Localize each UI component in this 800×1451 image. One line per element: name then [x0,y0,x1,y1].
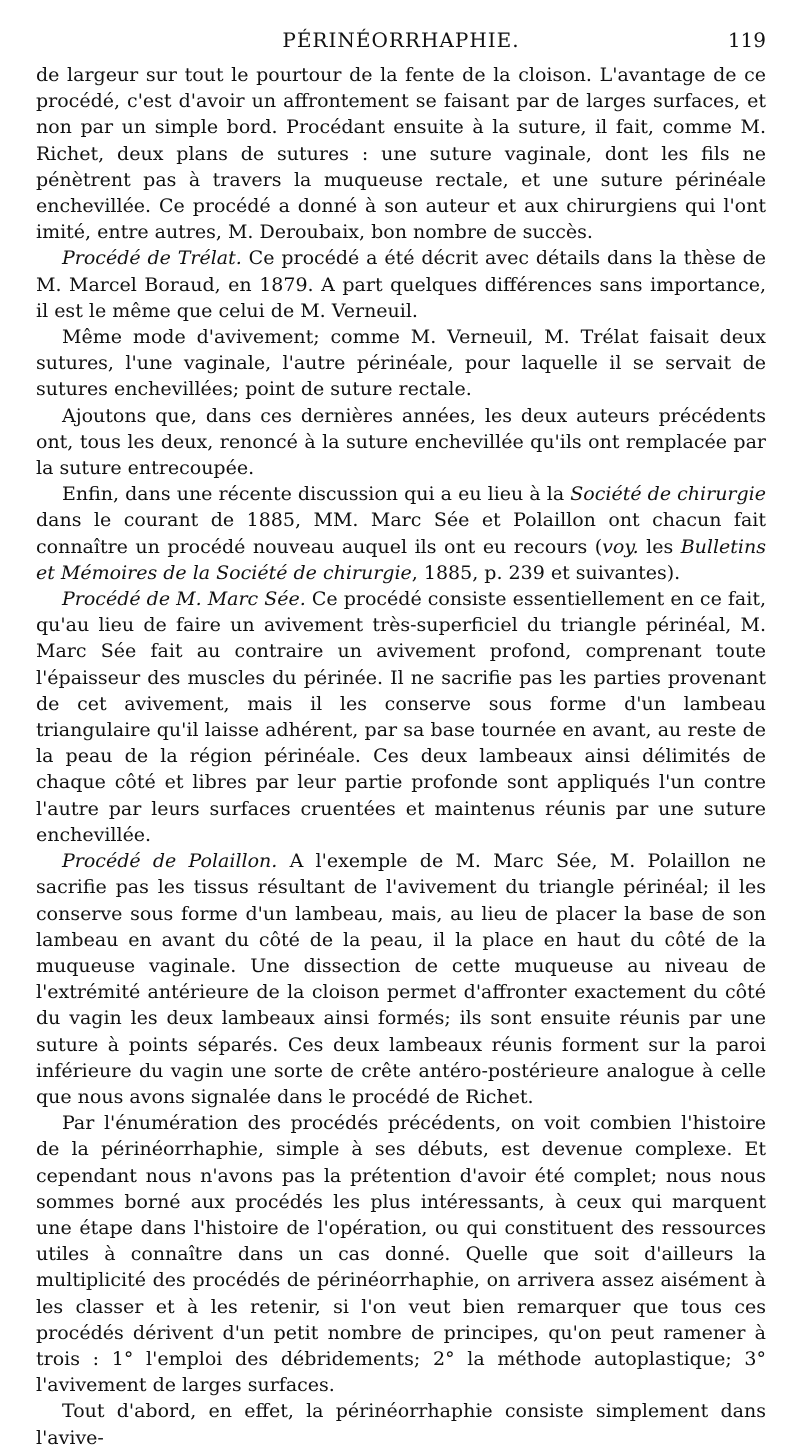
italic-voy: voy. [602,535,639,558]
paragraph-lead: Procédé de Polaillon. [62,850,278,873]
paragraph-text: Par l'énumération des procédés précédents, on voit combien l'histoire de la périnéorrhaphie, simple à ses débuts, est devenue complexe. Et cependant nous n'avons pas la prétention d'avoir été complet; nous nous sommes borné aux procédés les plus intéressants, à ceux qui marquent une étape dans l'histoire de l'opération, ou qui constituent des ressources utiles à connaître dans un cas donné. Quelle que soit d'ailleurs la multiplicité des procédés de périnéorrhaphie, on arrivera assez aisément à les classer et à les retenir, si l'on veut bien remarquer que tous ces procédés dérivent d'un petit nombre de principes, qu'on peut ramener à trois : 1° l'emploi des débridements; 2° la méthode autoplastique; 3° l'avivement de larges surfaces. [36,1112,766,1397]
paragraph-text: Même mode d'avivement; comme M. Verneuil, M. Trélat faisait deux sutures, l'une vaginale, l'autre périnéale, pour laquelle il se servait de sutures enchevillées; point de suture rectale. [36,326,766,401]
paragraph-lead: Procédé de M. Marc Sée. [62,588,306,611]
paragraph-text: Ce procédé consiste essentiellement en ce fait, qu'au lieu de faire un avivement très-superficiel du triangle périnéal, M. Marc Sée fait au contraire un avivement profond, comprenant toute l'épaisseur des muscles du périnée. Il ne sacrifie pas les parties provenant de cet avivement, mais il les conserve sous forme d'un lambeau triangulaire qu'il laisse adhérent, par sa base tournée en avant, au reste de la peau de la région périnéale. Ces deux lambeaux ainsi délimités de chaque côté et libres par leur partie profonde sont appliqués l'un contre l'autre par leurs surfaces cruentées et maintenus réunis par une suture enchevillée. [36,588,766,846]
paragraph-1 [36,62,766,245]
paragraph-4 [36,403,766,482]
page-header [36,28,766,54]
page-number: 119 [727,28,766,52]
italic-bulletins: Bulletins et Mémoires de la Société de chirurgie [36,535,766,584]
paragraph-text: dans le courant de 1885, MM. Marc Sée et Polaillon ont chacun fait connaître un procédé nouveau auquel ils ont eu recours ( [36,509,766,558]
paragraph-marc-see [36,586,766,848]
paragraph-text: Tout d'abord, en effet, la périnéorrhaphie consiste simplement dans l'avive- [36,1400,766,1449]
paragraph-polaillon [36,848,766,1110]
paragraph-trelat [36,245,766,324]
paragraph-text: les [638,535,681,558]
paragraph-text: de largeur sur tout le pourtour de la fente de la cloison. L'avantage de ce procédé, c'est d'avoir un affrontement se faisant par de larges surfaces, et non par un simple bord. Procédant ensuite à la suture, il fait, comme M. Richet, deux plans de sutures : une suture vaginale, dont les fils ne pénètrent pas à travers la muqueuse rectale, et une suture périnéale enchevillée. Ce procédé a donné à son auteur et aux chirurgiens qui l'ont imité, entre autres, M. Deroubaix, bon nombre de succès. [36,64,766,244]
paragraph-text: Ce procédé a été décrit avec détails dans la thèse de M. Marcel Boraud, en 1879. A part quelques différences sans importance, il est le même que celui de M. Verneuil. [36,247,766,322]
paragraph-text: A l'exemple de M. Marc Sée, M. Polaillon ne sacrifie pas les tissus résultant de l'avivement du triangle périnéal; il les conserve sous forme d'un lambeau, mais, au lieu de placer la base de son lambeau en avant du côté de la peau, il la place en haut du côté de la muqueuse vaginale. Une dissection de cette muqueuse au niveau de l'extrémité antérieure de la cloison permet d'affronter exactement du côté du vagin les deux lambeaux ainsi formés; ils sont ensuite réunis par une suture à points séparés. Ces deux lambeaux réunis forment sur la paroi inférieure du vagin une sorte de crête antéro-postérieure analogue à celle que nous avons signalée dans le procédé de Richet. [36,850,766,1108]
paragraph-enumeration [36,1110,766,1398]
paragraph-text: Enfin, dans une récente discussion qui a eu lieu à la [62,483,571,506]
italic-society: Société de chirurgie [570,483,766,506]
paragraph-lead: Procédé de Trélat. [62,247,242,270]
running-head: PÉRINÉORRHAPHIE. [282,28,520,52]
body-text [36,62,766,1451]
paragraph-enfin [36,481,766,586]
paragraph-text: , 1885, p. 239 et suivantes). [411,561,681,584]
paragraph-text: Ajoutons que, dans ces dernières années, les deux auteurs précédents ont, tous les deux, renoncé à la suture enchevillée qu'ils ont remplacée par la suture entrecoupée. [36,404,766,480]
paragraph-3 [36,324,766,403]
paragraph-final [36,1398,766,1450]
